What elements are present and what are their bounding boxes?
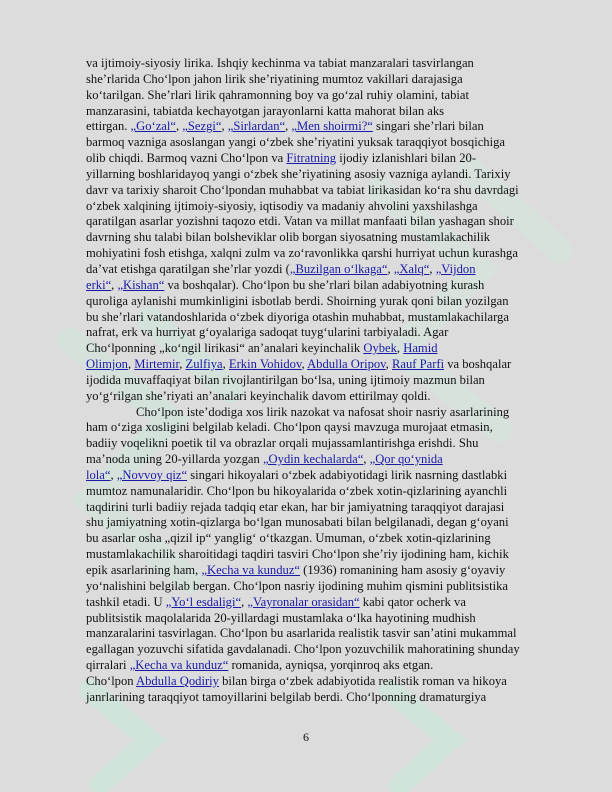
text-line bbox=[86, 278, 570, 294]
text-run: olib chiqdi. Barmoq vazni Cho‘lpon va bbox=[86, 151, 287, 166]
text-run: va boshqalar bbox=[444, 357, 512, 372]
hyperlink[interactable]: Mirtemir bbox=[134, 357, 180, 372]
text-line bbox=[86, 531, 570, 547]
hyperlink[interactable]: Fitratning bbox=[286, 151, 337, 166]
hyperlink[interactable]: erki“ bbox=[86, 277, 112, 292]
text-run: , bbox=[110, 467, 117, 482]
text-run: , bbox=[179, 357, 186, 372]
text-line bbox=[86, 389, 570, 405]
text-line bbox=[86, 642, 570, 658]
text-run: qirralari bbox=[86, 658, 130, 673]
text-run: shu jamiyatning xotin-qizlarga bo‘lgan munosabati bilan belgilanadi, degan g‘oyani bbox=[86, 515, 509, 530]
text-line bbox=[86, 468, 570, 484]
text-run: (1936) romanining ham asosiy g‘oyaviy bbox=[300, 563, 506, 577]
text-line bbox=[86, 72, 570, 88]
hyperlink[interactable]: Abdulla Qodiriy bbox=[136, 673, 219, 688]
hyperlink[interactable]: „Kecha va kunduz“ bbox=[129, 658, 229, 673]
text-run: mustamlakachilik sharoitidagi taqdiri tasviri Cho‘lpon she’riy ijodining ham, kichik bbox=[86, 547, 509, 562]
text-line bbox=[86, 579, 570, 595]
hyperlink[interactable]: Zulfiya bbox=[185, 357, 223, 372]
hyperlink[interactable]: „Vijdon bbox=[435, 261, 476, 276]
text-run: yillarning boshlaridayoq yangi o‘zbek she’riyatining asosiy vazniga aylandi. Tarixiy bbox=[86, 166, 511, 181]
hyperlink[interactable]: „Qor qo‘ynida bbox=[369, 452, 443, 467]
text-line bbox=[86, 325, 570, 341]
text-line bbox=[86, 373, 570, 389]
hyperlink[interactable]: „Sezgi“ bbox=[182, 119, 222, 134]
hyperlink[interactable]: Hamid bbox=[403, 341, 438, 356]
text-run: , bbox=[429, 261, 436, 276]
text-line bbox=[86, 626, 570, 642]
text-line bbox=[86, 563, 570, 579]
text-run: kabi qator ocherk va bbox=[359, 594, 466, 609]
text-run: Cho‘lponning „ko‘ngil lirikasi“ an’analari keyinchalik bbox=[86, 341, 364, 356]
text-run: manzarasini, tabiatda kechayotgan jarayonlarni katta mahorat bilan aks bbox=[86, 103, 445, 118]
hyperlink[interactable]: Abdulla Oripov bbox=[307, 357, 386, 372]
text-run: , bbox=[363, 452, 370, 467]
hyperlink[interactable]: „Go‘zal“ bbox=[130, 119, 176, 134]
text-run: she’rlarida Cho‘lpon jahon lirik she’riyatining mumtoz vakillari darajasiga bbox=[86, 71, 463, 86]
text-line bbox=[86, 674, 570, 690]
text-line bbox=[86, 135, 570, 151]
text-run: , bbox=[396, 341, 404, 356]
text-run: , bbox=[385, 357, 392, 372]
hyperlink[interactable]: „Kishan“ bbox=[117, 277, 165, 292]
text-run: ko‘tarilgan. She’rlari lirik qahramonning boy va go‘zal ruhiy olamini, tabiat bbox=[86, 87, 469, 102]
text-run: bu asarlar osha „qizil ip“ yanglig‘ o‘tkazgan. Umuman, o‘zbek xotin-qizlarining bbox=[86, 531, 491, 546]
text-line bbox=[86, 167, 570, 183]
text-line bbox=[86, 294, 570, 310]
hyperlink[interactable]: „Sirlardan“ bbox=[227, 119, 286, 134]
text-run: quroliga aylanishi mumkinligini isbotlab berdi. Shoirning yurak qoni bilan yozilgan bbox=[86, 293, 509, 308]
text-line bbox=[86, 357, 570, 373]
text-run: publitsistik maqolalarida 20-yillardagi mustamlaka o‘lka hayotining mudhish bbox=[86, 610, 476, 625]
text-run: badiiy voqelikni poetik til va obrazlar orqali mujassamlantirishga erishdi. Shu bbox=[86, 436, 479, 451]
text-line bbox=[86, 183, 570, 199]
text-run: tashkil etadi. U bbox=[86, 594, 166, 609]
text-line bbox=[86, 420, 570, 436]
text-run: janrlarining taraqqiyot tamoyillarini belgilab berdi. Cho‘lponning dramaturgiya bbox=[86, 689, 487, 704]
text-run: , bbox=[222, 357, 229, 372]
text-run: davr va tarixiy sharoit Cho‘lpondan muhabbat va tabiat lirikasidan ko‘ra shu davrdagi bbox=[86, 182, 519, 197]
text-line bbox=[86, 500, 570, 516]
text-line bbox=[86, 88, 570, 104]
text-line bbox=[86, 151, 570, 167]
text-run: , bbox=[301, 357, 308, 372]
text-run: bu she’rlari vatandoshlarida o‘zbek diyoriga otashin muhabbat, mustamlakachilarga bbox=[86, 309, 509, 324]
text-run: , bbox=[221, 119, 228, 134]
hyperlink[interactable]: „Oydin kechalarda“ bbox=[262, 452, 364, 467]
text-run: , bbox=[285, 119, 292, 134]
hyperlink[interactable]: lola“ bbox=[86, 467, 111, 482]
text-run: singari she’rlari bilan bbox=[372, 119, 484, 134]
hyperlink[interactable]: „Xalq“ bbox=[393, 261, 430, 276]
text-run: ham o‘ziga xosligini belgilab keladi. Cho‘lpon qaysi mavzuga murojaat etmasin, bbox=[86, 420, 493, 435]
text-line bbox=[86, 452, 570, 468]
text-line bbox=[86, 104, 570, 120]
text-run: , bbox=[127, 357, 135, 372]
page-number: 6 bbox=[303, 730, 309, 744]
text-run: yo‘g‘rilgan she’riyati an’analari keyinchalik davom ettirilmay qoldi. bbox=[86, 388, 431, 403]
text-run: egallagan yozuvchi sifatida gavdalanadi. Cho‘lpon yozuvchilik mahoratining shunday bbox=[86, 642, 520, 657]
text-run: epik asarlarining ham, bbox=[86, 563, 202, 577]
hyperlink[interactable]: „Kecha va kunduz“ bbox=[201, 563, 301, 577]
text-run: Cho‘lpon bbox=[86, 673, 137, 688]
text-line bbox=[86, 262, 570, 278]
text-run: barmoq vazniga asoslangan yangi o‘zbek she’riyatini yuksak taraqqiyot bosqichiga bbox=[86, 135, 505, 150]
text-run: singari hikoyalari o‘zbek adabiyotidagi lirik nasrning dastlabki bbox=[187, 467, 508, 482]
text-run: , bbox=[387, 261, 394, 276]
text-run: o‘zbek xalqining ijtimoiy-siyosiy, iqtisodiy va madaniy ahvolini yaxshilashga bbox=[86, 198, 478, 213]
text-line bbox=[86, 515, 570, 531]
text-run: nafrat, erk va hurriyat g‘oyalariga sadoqat tuyg‘ularini tarbiyaladi. Agar bbox=[86, 325, 449, 340]
text-run: mumtoz namunalaridir. Cho‘lpon bu hikoyalarida o‘zbek xotin-qizlarining ayanchli bbox=[86, 483, 508, 498]
hyperlink[interactable]: Erkin Vohidov bbox=[228, 357, 302, 372]
text-run: ijodida muvaffaqiyat bilan rivojlantirilgan bo‘lsa, uning ijtimoiy mazmun bilan bbox=[86, 372, 485, 387]
hyperlink[interactable]: „Novvoy qiz“ bbox=[116, 467, 188, 482]
document-body bbox=[86, 56, 570, 706]
text-line bbox=[86, 119, 570, 135]
text-line bbox=[86, 56, 570, 72]
text-line bbox=[86, 611, 570, 627]
text-run: , bbox=[111, 277, 118, 292]
text-line bbox=[86, 547, 570, 563]
text-run: yo‘nalishini belgilab bergan. Cho‘lpon nasriy ijodining muhim qismini publitsistika bbox=[86, 578, 508, 593]
text-line bbox=[86, 595, 570, 611]
text-run: romanida, ayniqsa, yorqinroq aks etgan. bbox=[228, 658, 434, 673]
text-line bbox=[86, 690, 570, 706]
text-run: mohiyatini fosh etishga, xalqni zulm va zo‘ravonlikka qarshi hurriyat uchun kurashga bbox=[86, 246, 518, 261]
text-line bbox=[86, 214, 570, 230]
text-line bbox=[86, 310, 570, 326]
text-line bbox=[86, 246, 570, 262]
text-run: taqdirini turli badiiy rejada tadqiq etar ekan, har bir jamiyatning taraqqiyot darajasi bbox=[86, 499, 505, 514]
text-line bbox=[86, 405, 570, 421]
text-run: Cho‘lpon iste’dodiga xos lirik nazokat va nafosat shoir nasriy asarlarining bbox=[136, 404, 510, 419]
text-line bbox=[86, 199, 570, 215]
text-run: qaratilgan asarlar yozishni taqozo etdi. Vatan va millat manfaati bilan yashagan shoir bbox=[86, 214, 514, 229]
hyperlink[interactable]: „Yo‘l esdaligi“ bbox=[165, 594, 242, 609]
text-run: davrning shu talabi bilan bolsheviklar olib borgan siyosatning mustamlakachilik bbox=[86, 230, 491, 245]
text-run: va boshqalar). Cho‘lpon bu she’rlari bilan adabiyotning kurash bbox=[164, 277, 485, 292]
text-run: ma’noda uning 20-yillarda yozgan bbox=[86, 452, 263, 467]
hyperlink[interactable]: „Vayronalar orasidan“ bbox=[247, 594, 360, 609]
text-line bbox=[86, 484, 570, 500]
hyperlink[interactable]: „Men shoirmi?“ bbox=[291, 119, 373, 134]
text-run: , bbox=[176, 119, 183, 134]
hyperlink[interactable]: „Buzilgan o‘lkaga“ bbox=[289, 261, 388, 276]
hyperlink[interactable]: Rauf Parfi bbox=[391, 357, 445, 372]
text-run: manzaralarini tasvirlagan. Cho‘lpon bu asarlarida realistik tasvir san’atini mukammal bbox=[86, 626, 517, 641]
text-line bbox=[86, 230, 570, 246]
text-line bbox=[86, 341, 570, 357]
text-run: ijodiy izlanishlari bilan 20- bbox=[336, 151, 477, 166]
hyperlink[interactable]: Oybek bbox=[363, 341, 397, 356]
text-run: bilan birga o‘zbek adabiyotida realistik roman va hikoya bbox=[218, 673, 507, 688]
text-run: ettirgan. bbox=[86, 119, 131, 134]
text-run: da’vat etishga qaratilgan she’rlar yozdi ( bbox=[86, 261, 290, 276]
text-line bbox=[86, 436, 570, 452]
text-run: va ijtimoiy-siyosiy lirika. Ishqiy kechinma va tabiat manzaralari tasvirlangan bbox=[86, 56, 474, 70]
hyperlink[interactable]: Olimjon bbox=[86, 357, 128, 372]
text-line bbox=[86, 658, 570, 674]
text-run: , bbox=[241, 594, 248, 609]
